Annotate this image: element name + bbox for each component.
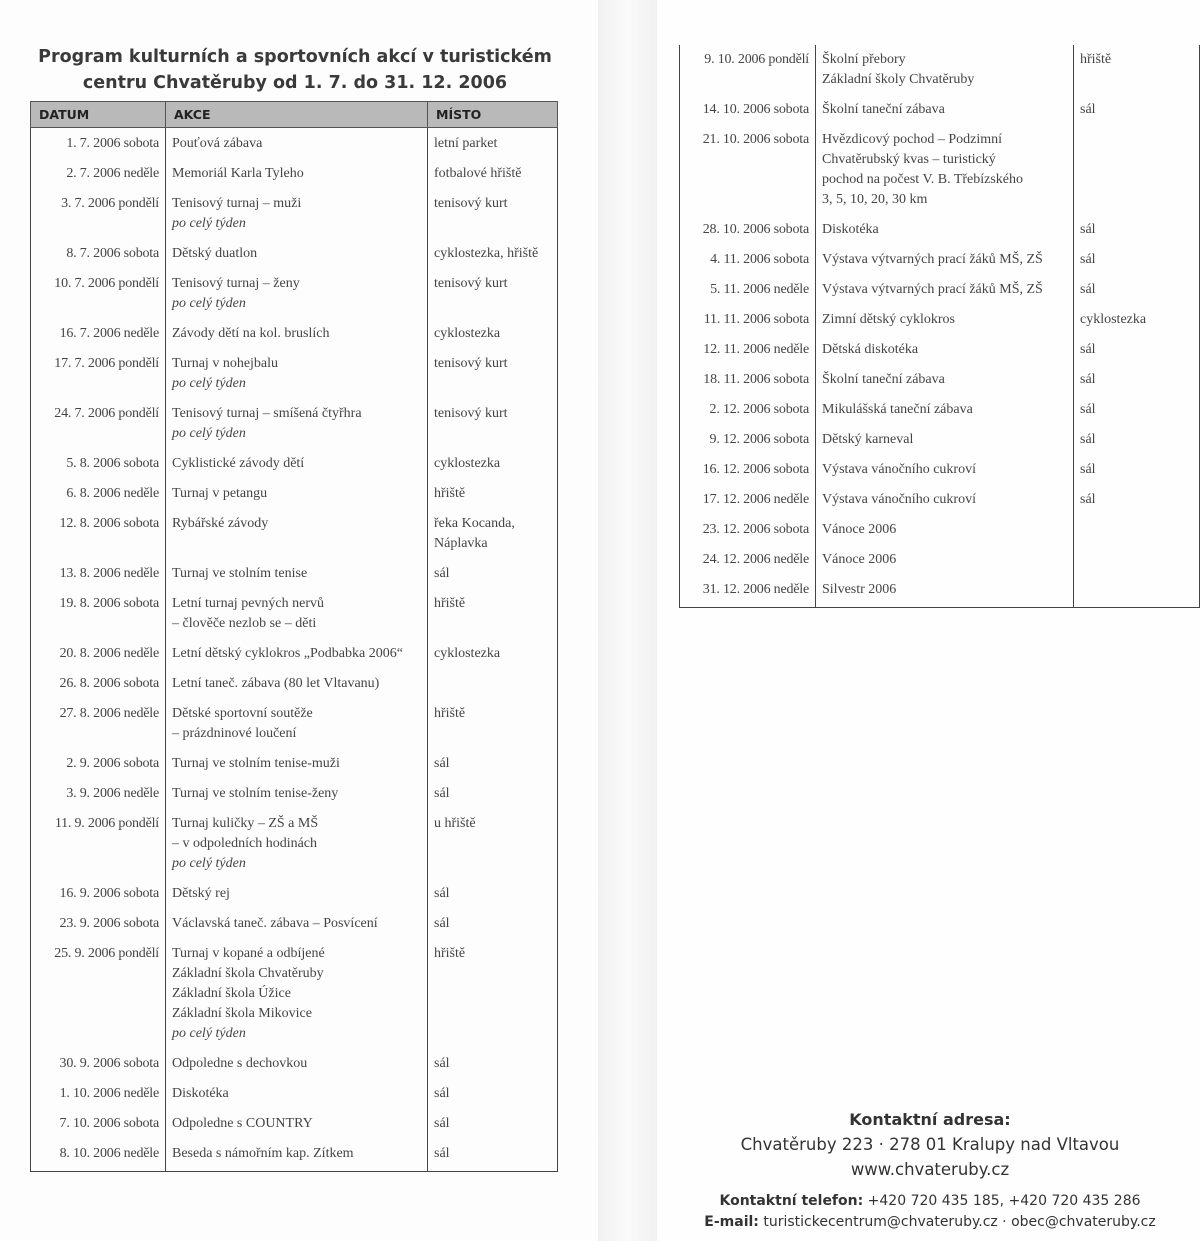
cell-place [1074,217,1200,247]
table-row [680,487,1200,517]
place-line: hřiště [434,946,466,961]
cell-event [816,277,1074,307]
event-line: – prázdninové loučení [172,726,297,741]
cell-date: 20. 8. 2006 neděle [31,641,166,671]
event-line: Dětský rej [172,886,230,901]
table-header-row [31,102,558,128]
place-line: řeka Kocanda, [434,516,515,531]
cell-place [428,321,558,351]
cell-place [428,591,558,641]
schedule-body-right [680,45,1200,608]
table-row [680,547,1200,577]
event-line: Letní taneč. zábava (80 let Vltavanu) [172,676,380,691]
event-line: Memoriál Karla Tyleho [172,166,304,181]
cell-place [428,1141,558,1172]
event-line: Výstava výtvarných prací žáků MŠ, ZŠ [822,282,1043,297]
cell-event [166,351,428,401]
cell-event [816,457,1074,487]
title-line-2: centru Chvatěruby od 1. 7. do 31. 12. 2006 [82,73,508,93]
event-line: Vánoce 2006 [822,552,897,567]
table-row [680,217,1200,247]
table-row [31,811,558,881]
table-row [680,97,1200,127]
event-line: Vánoce 2006 [822,522,897,537]
place-line: tenisový kurt [434,406,508,421]
cell-date: 7. 10. 2006 sobota [31,1111,166,1141]
cell-place [428,271,558,321]
table-row [31,591,558,641]
cell-date: 16. 12. 2006 sobota [680,457,816,487]
place-line: sál [1080,372,1096,387]
cell-place [428,911,558,941]
cell-event [816,517,1074,547]
table-row [31,941,558,1051]
event-line: Dětská diskotéka [822,342,919,357]
table-row [31,321,558,351]
cell-date: 28. 10. 2006 sobota [680,217,816,247]
cell-place [1074,547,1200,577]
event-line: Diskotéka [822,222,879,237]
event-line: Školní taneční zábava [822,372,945,387]
cell-event [166,451,428,481]
cell-place [428,451,558,481]
cell-place [1074,367,1200,397]
phone-label: Kontaktní telefon: [719,1193,864,1209]
place-line: sál [434,1116,450,1131]
place-line: sál [1080,282,1096,297]
place-line: sál [434,786,450,801]
table-row [31,1111,558,1141]
cell-place [428,351,558,401]
cell-place [428,641,558,671]
table-row [680,427,1200,457]
cell-event [166,271,428,321]
place-line: sál [434,1086,450,1101]
header-place: MÍSTO [428,102,558,128]
event-note: po celý týden [172,296,246,311]
schedule-table-left [30,101,558,1172]
event-line: Tenisový turnaj – ženy [172,276,300,291]
cell-date: 13. 8. 2006 neděle [31,561,166,591]
table-row [31,1051,558,1081]
event-line: Václavská taneč. zábava – Posvícení [172,916,378,931]
cell-place [428,1081,558,1111]
event-note: po celý týden [172,856,246,871]
contact-heading: Kontaktní adresa: [849,1110,1011,1129]
cell-event [166,811,428,881]
event-line: Tenisový turnaj – muži [172,196,302,211]
cell-date: 24. 7. 2006 pondělí [31,401,166,451]
table-row [31,451,558,481]
table-row [31,191,558,241]
cell-place [428,701,558,751]
cell-place [428,191,558,241]
event-line: Diskotéka [172,1086,229,1101]
cell-place [428,481,558,511]
cell-date: 16. 9. 2006 sobota [31,881,166,911]
place-line: sál [434,756,450,771]
place-line: sál [434,916,450,931]
place-line: sál [1080,252,1096,267]
place-line: hřiště [434,596,466,611]
event-line: Turnaj ve stolním tenise [172,566,308,581]
cell-place [1074,337,1200,367]
title-line-1: Program kulturních a sportovních akcí v turistickém [38,47,552,67]
event-line: Výstava vánočního cukroví [822,462,976,477]
event-line: Pouťová zábava [172,136,263,151]
table-row [680,577,1200,608]
cell-date: 6. 8. 2006 neděle [31,481,166,511]
table-row [680,397,1200,427]
cell-place [1074,397,1200,427]
page-title [30,44,560,96]
event-line: Základní škola Chvatěruby [172,966,324,981]
cell-event [816,307,1074,337]
cell-place [428,671,558,701]
cell-date: 4. 11. 2006 sobota [680,247,816,277]
cell-place [1074,277,1200,307]
table-row [680,247,1200,277]
place-line: sál [1080,342,1096,357]
event-line: Hvězdicový pochod – Podzimní [822,132,1003,147]
event-line: Cyklistické závody dětí [172,456,305,471]
cell-date: 1. 7. 2006 sobota [31,128,166,162]
event-line: Turnaj v petangu [172,486,268,501]
table-row [31,241,558,271]
cell-event [166,511,428,561]
event-line: 3, 5, 10, 20, 30 km [822,192,928,207]
event-line: – v odpoledních hodinách [172,836,318,851]
cell-event [816,45,1074,97]
table-row [680,45,1200,97]
cell-date: 1. 10. 2006 neděle [31,1081,166,1111]
place-line: sál [1080,432,1096,447]
place-line: letní parket [434,136,498,151]
cell-date: 12. 8. 2006 sobota [31,511,166,561]
event-line: Odpoledne s COUNTRY [172,1116,313,1131]
cell-event [166,1141,428,1172]
cell-event [166,321,428,351]
cell-place [428,941,558,1051]
header-event: AKCE [166,102,428,128]
event-line: Základní škola Úžice [172,986,291,1001]
event-note: po celý týden [172,426,246,441]
cell-place [1074,247,1200,277]
contact-website[interactable]: www.chvateruby.cz [850,1160,1010,1179]
cell-event [166,671,428,701]
cell-place [1074,457,1200,487]
cell-date: 10. 7. 2006 pondělí [31,271,166,321]
phone-numbers: +420 720 435 185, +420 720 435 286 [867,1193,1141,1209]
place-line: sál [1080,102,1096,117]
cell-place [428,511,558,561]
event-line: Odpoledne s dechovkou [172,1056,308,1071]
table-row [680,517,1200,547]
table-row [31,128,558,162]
cell-place [428,781,558,811]
cell-event [166,1081,428,1111]
cell-event [166,751,428,781]
cell-date: 14. 10. 2006 sobota [680,97,816,127]
event-line: Školní přebory [822,52,906,67]
cell-event [166,241,428,271]
cell-event [166,401,428,451]
cell-date: 25. 9. 2006 pondělí [31,941,166,1051]
event-line: Výstava výtvarných prací žáků MŠ, ZŠ [822,252,1043,267]
table-row [31,1141,558,1172]
cell-place [428,401,558,451]
cell-place [1074,307,1200,337]
page-gutter [598,0,657,1241]
cell-place [428,561,558,591]
event-line: Turnaj ve stolním tenise-ženy [172,786,339,801]
event-line: Silvestr 2006 [822,582,897,597]
table-row [31,671,558,701]
cell-date: 16. 7. 2006 neděle [31,321,166,351]
place-line: fotbalové hřiště [434,166,522,181]
event-line: Rybářské závody [172,516,269,531]
table-row [680,307,1200,337]
cell-event [166,911,428,941]
place-line: sál [434,566,450,581]
cell-event [166,481,428,511]
place-line: tenisový kurt [434,356,508,371]
cell-place [428,1111,558,1141]
cell-date: 3. 9. 2006 neděle [31,781,166,811]
event-line: Dětský karneval [822,432,914,447]
cell-place [428,881,558,911]
cell-date: 26. 8. 2006 sobota [31,671,166,701]
event-line: Školní taneční zábava [822,102,945,117]
cell-event [816,97,1074,127]
event-line: Turnaj ve stolním tenise-muži [172,756,340,771]
cell-event [166,941,428,1051]
cell-place [428,811,558,881]
event-line: Turnaj kuličky – ZŠ a MŠ [172,816,319,831]
place-line: hřiště [434,486,466,501]
contact-phone [660,1193,1200,1209]
cell-place [1074,127,1200,217]
cell-place [428,161,558,191]
cell-event [816,577,1074,608]
email-label: E-mail: [704,1214,759,1230]
cell-date: 5. 8. 2006 sobota [31,451,166,481]
place-line: hřiště [1080,52,1112,67]
cell-date: 11. 9. 2006 pondělí [31,811,166,881]
place-line: Náplavka [434,536,488,551]
cell-event [816,337,1074,367]
email-addresses[interactable]: turistickecentrum@chvateruby.cz · obec@chvateruby.cz [763,1214,1156,1230]
place-line: sál [1080,462,1096,477]
event-line: Letní turnaj pevných nervů [172,596,325,611]
cell-date: 21. 10. 2006 sobota [680,127,816,217]
place-line: sál [1080,222,1096,237]
cell-event [816,127,1074,217]
cell-date: 9. 10. 2006 pondělí [680,45,816,97]
contact-address: Chvatěruby 223 · 278 01 Kralupy nad Vltavou [740,1135,1120,1154]
cell-date: 18. 11. 2006 sobota [680,367,816,397]
place-line: sál [434,1056,450,1071]
cell-date: 5. 11. 2006 neděle [680,277,816,307]
table-row [31,161,558,191]
cell-date: 17. 12. 2006 neděle [680,487,816,517]
cell-date: 23. 12. 2006 sobota [680,517,816,547]
cell-place [428,1051,558,1081]
event-line: Zimní dětský cyklokros [822,312,955,327]
table-row [680,337,1200,367]
cell-date: 23. 9. 2006 sobota [31,911,166,941]
cell-event [816,487,1074,517]
event-line: Beseda s námořním kap. Zítkem [172,1146,354,1161]
place-line: hřiště [434,706,466,721]
place-line: sál [434,1146,450,1161]
cell-date: 8. 7. 2006 sobota [31,241,166,271]
cell-event [166,1051,428,1081]
cell-event [816,547,1074,577]
cell-date: 19. 8. 2006 sobota [31,591,166,641]
place-line: u hřiště [434,816,476,831]
cell-place [1074,577,1200,608]
place-line: sál [1080,402,1096,417]
event-line: Dětský duatlon [172,246,258,261]
place-line: sál [434,886,450,901]
cell-event [166,701,428,751]
header-date: DATUM [31,102,166,128]
table-row [31,561,558,591]
table-row [31,641,558,671]
cell-event [166,881,428,911]
place-line: tenisový kurt [434,196,508,211]
event-line: Výstava vánočního cukroví [822,492,976,507]
event-note: po celý týden [172,216,246,231]
event-note: po celý týden [172,1026,246,1041]
cell-place [428,751,558,781]
event-line: Základní školy Chvatěruby [822,72,975,87]
table-row [31,751,558,781]
cell-event [166,161,428,191]
cell-event [166,128,428,162]
table-row [680,367,1200,397]
cell-date: 27. 8. 2006 neděle [31,701,166,751]
cell-event [166,561,428,591]
cell-event [816,217,1074,247]
table-row [31,481,558,511]
table-row [31,351,558,401]
place-line: cyklostezka [1080,312,1147,327]
table-row [31,511,558,561]
cell-date: 3. 7. 2006 pondělí [31,191,166,241]
cell-date: 11. 11. 2006 sobota [680,307,816,337]
cell-event [166,1111,428,1141]
cell-date: 12. 11. 2006 neděle [680,337,816,367]
table-row [31,701,558,751]
place-line: cyklostezka [434,646,501,661]
cell-place [1074,45,1200,97]
contact-email [660,1214,1200,1230]
cell-date: 9. 12. 2006 sobota [680,427,816,457]
place-line: sál [1080,492,1096,507]
event-line: Mikulášská taneční zábava [822,402,973,417]
cell-place [1074,97,1200,127]
cell-event [816,367,1074,397]
place-line: cyklostezka [434,326,501,341]
event-line: pochod na počest V. B. Třebízského [822,172,1024,187]
schedule-table-right [679,45,1200,608]
event-line: Závody dětí na kol. bruslích [172,326,330,341]
cell-date: 2. 7. 2006 neděle [31,161,166,191]
place-line: cyklostezka, hřiště [434,246,539,261]
table-row [31,881,558,911]
event-line: Letní dětský cyklokros „Podbabka 2006“ [172,646,403,661]
cell-place [1074,427,1200,457]
table-row [680,457,1200,487]
event-line: Turnaj v kopané a odbíjené [172,946,325,961]
place-line: tenisový kurt [434,276,508,291]
event-line: Tenisový turnaj – smíšená čtyřhra [172,406,362,421]
cell-date: 2. 9. 2006 sobota [31,751,166,781]
table-row [31,271,558,321]
event-line: Chvatěrubský kvas – turistický [822,152,996,167]
cell-event [166,781,428,811]
place-line: cyklostezka [434,456,501,471]
cell-place [1074,517,1200,547]
cell-place [428,241,558,271]
cell-event [816,397,1074,427]
event-note: po celý týden [172,376,246,391]
cell-place [428,128,558,162]
event-line: – člověče nezlob se – děti [172,616,317,631]
cell-date: 17. 7. 2006 pondělí [31,351,166,401]
cell-event [166,591,428,641]
cell-date: 8. 10. 2006 neděle [31,1141,166,1172]
table-row [680,127,1200,217]
event-line: Základní škola Mikovice [172,1006,312,1021]
table-row [680,277,1200,307]
table-row [31,401,558,451]
event-line: Turnaj v nohejbalu [172,356,279,371]
cell-date: 31. 12. 2006 neděle [680,577,816,608]
cell-event [816,247,1074,277]
cell-date: 2. 12. 2006 sobota [680,397,816,427]
cell-event [166,641,428,671]
cell-date: 30. 9. 2006 sobota [31,1051,166,1081]
cell-place [1074,487,1200,517]
table-row [31,781,558,811]
table-row [31,911,558,941]
event-line: Dětské sportovní soutěže [172,706,313,721]
cell-event [166,191,428,241]
cell-event [816,427,1074,457]
schedule-body-left [31,128,558,1172]
table-row [31,1081,558,1111]
cell-date: 24. 12. 2006 neděle [680,547,816,577]
